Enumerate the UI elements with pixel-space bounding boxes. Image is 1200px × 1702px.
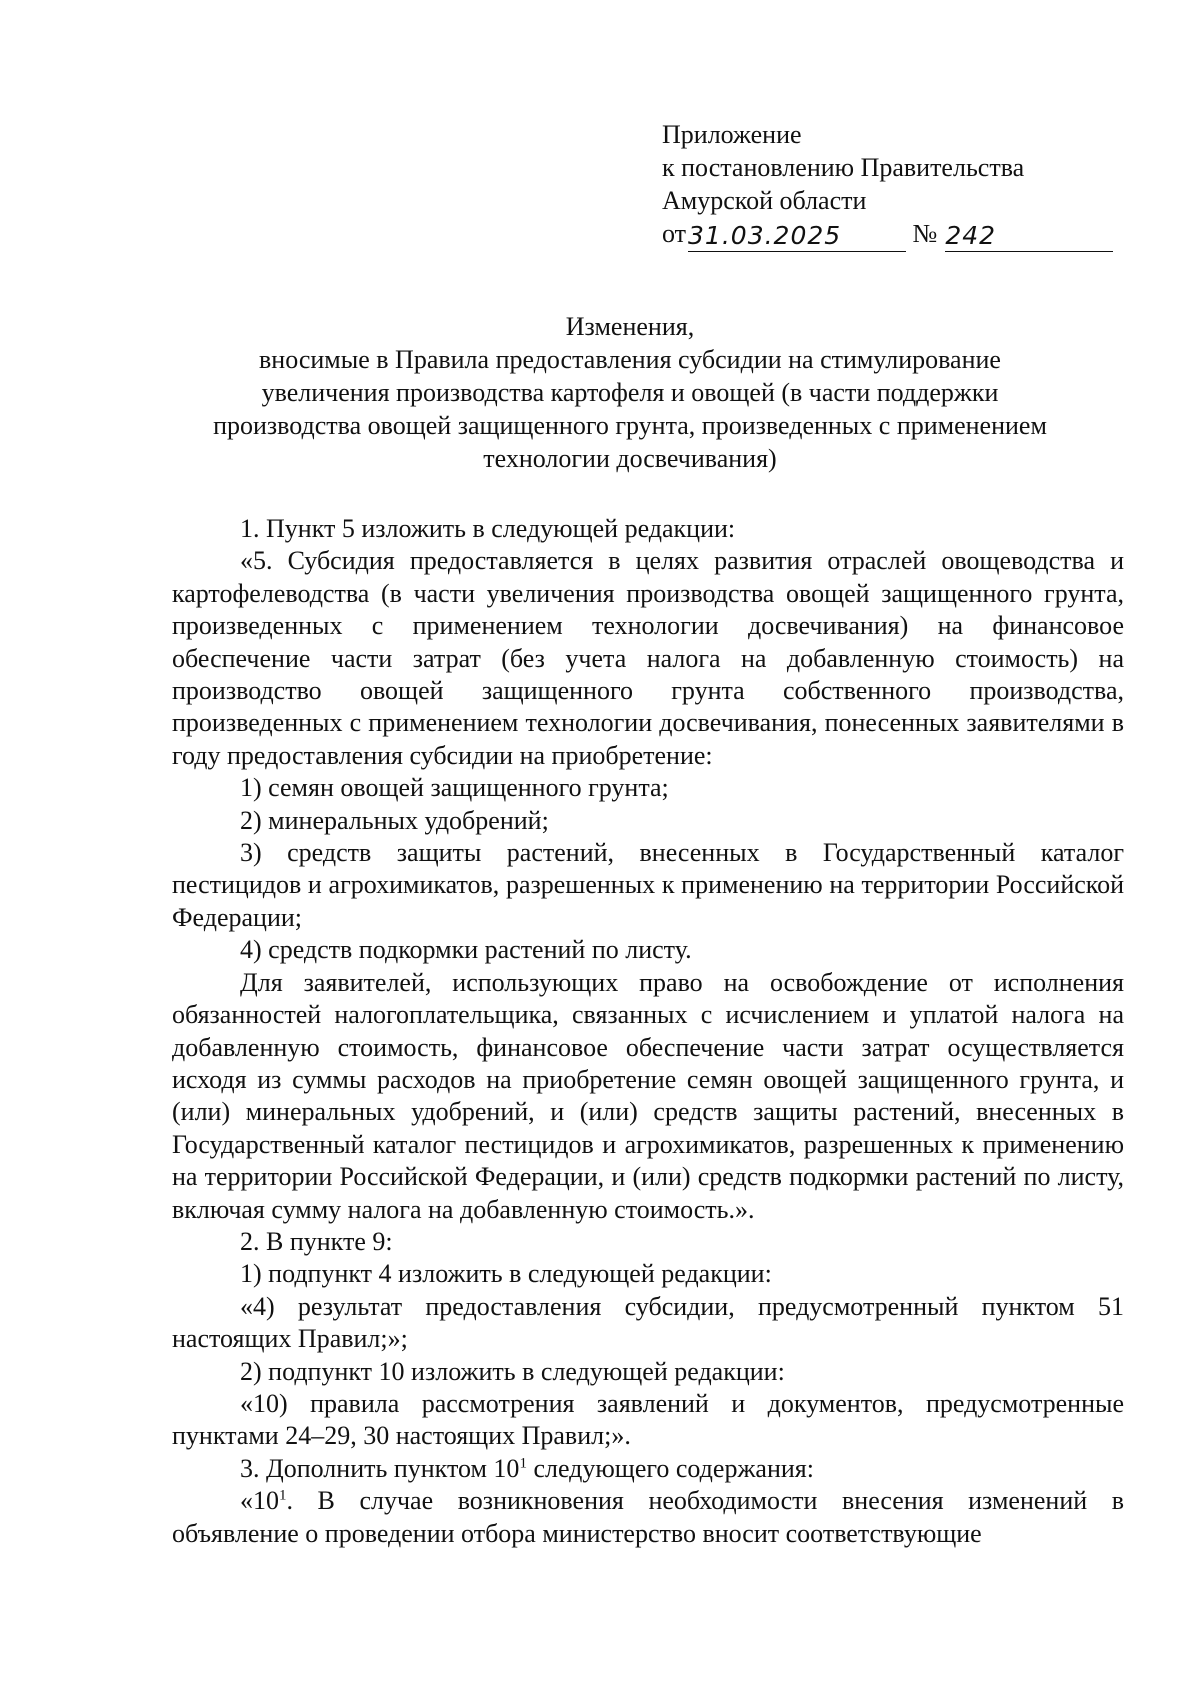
superscript: 1	[279, 1487, 287, 1504]
text-run: . В случае возникновения необходимости внесения изменений в объявление о проведении отбора министерство вносит соответствующие	[172, 1486, 1124, 1548]
paragraph: «10) правила рассмотрения заявлений и документов, предусмотренные пунктами 24–29, 30 настоящих Правил;».	[172, 1388, 1124, 1451]
superscript: 1	[519, 1455, 527, 1472]
appendix-label: Приложение	[662, 120, 802, 149]
paragraph	[172, 1485, 1124, 1550]
title-line: технологии досвечивания)	[483, 444, 777, 473]
date-field	[688, 221, 906, 252]
text-run: «10	[240, 1486, 279, 1516]
title-line: вносимые в Правила предоставления субсидии на стимулирование	[259, 345, 1001, 374]
date-prefix: от	[662, 219, 687, 248]
appendix-stamp	[662, 118, 1162, 250]
list-item: 1) подпункт 4 изложить в следующей редакции:	[240, 1259, 772, 1289]
list-item: 3) средств защиты растений, внесенных в Государственный каталог пестицидов и агрохимикатов, разрешенных к применению на территории Российской Федерации;	[172, 838, 1124, 932]
appendix-date-number-line	[662, 217, 1162, 250]
paragraph: Для заявителей, использующих право на освобождение от исполнения обязанностей налогоплательщика, связанных с исчислением и уплатой налога на добавленную стоимость, финансовое обеспечение части затрат осуществляется исходя из суммы расходов на приобретение семян овощей защищенного грунта, и (или) минеральных удобрений, и (или) средств защиты растений, внесенных в Государственный каталог пестицидов и агрохимикатов, разрешенных к применению на территории Российской Федерации, и (или) средств подкормки растений по листу, включая сумму налога на добавленную стоимость.».	[172, 967, 1124, 1224]
list-item: 1) семян овощей защищенного грунта;	[240, 773, 669, 803]
list-item: 2) подпункт 10 изложить в следующей редакции:	[240, 1356, 785, 1386]
paragraph: «4) результат предоставления субсидии, предусмотренный пунктом 51 настоящих Правил;»;	[172, 1291, 1124, 1354]
paragraph: 1. Пункт 5 изложить в следующей редакции:	[240, 514, 736, 543]
text-run: 3. Дополнить пунктом 10	[240, 1453, 520, 1483]
title-line: увеличения производства картофеля и овощей (в части поддержки	[261, 378, 999, 407]
document-title	[170, 310, 1090, 475]
title-heading: Изменения,	[565, 312, 695, 341]
number-field	[945, 221, 1113, 252]
appendix-resolution-line: к постановлению Правительства	[662, 153, 1025, 182]
document-body	[172, 513, 1124, 1550]
paragraph: «5. Субсидия предоставляется в целях развития отраслей овощеводства и картофелеводства (в части увеличения производства овощей защищенного грунта, произведенных с применением технологии досвечивания) на финансовое обеспечение части затрат (без учета налога на добавленную стоимость) на производство овощей защищенного грунта собственного производства, произведенных с применением технологии досвечивания, понесенных заявителями в году предоставления субсидии на приобретение:	[172, 546, 1124, 770]
paragraph: 2. В пункте 9:	[240, 1226, 393, 1256]
list-item: 2) минеральных удобрений;	[240, 805, 549, 835]
handwritten-date: 31.03.2025	[688, 221, 842, 250]
paragraph	[172, 1453, 1124, 1485]
list-item: 4) средств подкормки растений по листу.	[240, 935, 692, 965]
handwritten-number: 242	[945, 221, 997, 250]
title-line: производства овощей защищенного грунта, произведенных с применением	[213, 411, 1047, 440]
appendix-region-line: Амурской области	[662, 186, 867, 215]
text-run: следующего содержания:	[526, 1453, 814, 1483]
number-prefix: №	[912, 219, 938, 248]
